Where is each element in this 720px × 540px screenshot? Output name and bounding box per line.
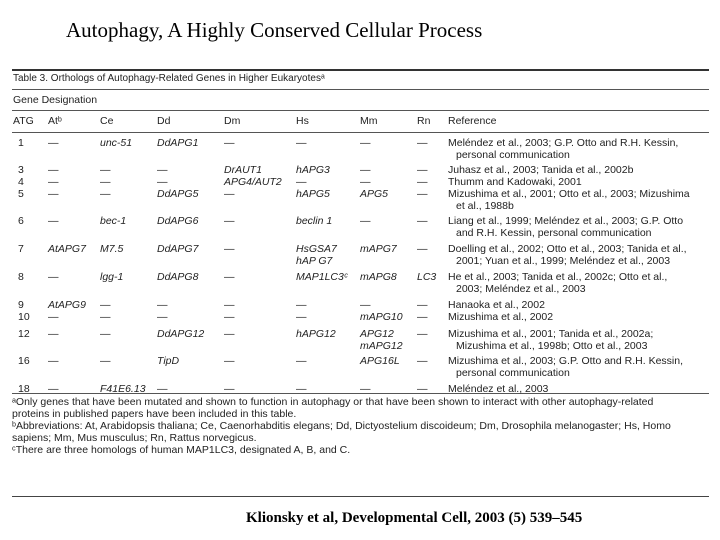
cell-atg: 1 <box>18 137 24 149</box>
cell-ce: — <box>100 188 111 200</box>
reference-line: 2001; Yuan et al., 1999; Meléndez et al., 2003 <box>456 255 671 267</box>
cell-ce: — <box>100 299 111 311</box>
cell-hs: — <box>296 137 307 149</box>
cell-reference <box>448 137 678 161</box>
column-header-row <box>12 111 709 132</box>
cell-at: — <box>48 271 59 283</box>
cell-mm: — <box>360 215 371 227</box>
cell-reference <box>448 188 690 212</box>
cell-rn: — <box>417 188 428 200</box>
cell-hs-secondary: hAP G7 <box>296 255 333 267</box>
orthologs-table <box>12 69 709 456</box>
cell-mm: — <box>360 176 371 188</box>
cell-hs: — <box>296 383 307 395</box>
cell-at: — <box>48 188 59 200</box>
cell-at: AtAPG7 <box>48 243 86 255</box>
column-header-at: Atᵇ <box>48 115 62 127</box>
cell-at: — <box>48 164 59 176</box>
cell-rn: — <box>417 164 428 176</box>
cell-mm: APG12 <box>360 328 394 340</box>
footnote-line: ᵇAbbreviations: At, Arabidopsis thaliana; Ce, Caenorhabditis elegans; Dd, Dictyostelium discoideum; Dm, Drosophila melanogaster; Hs, Homo <box>12 420 671 432</box>
cell-mm: — <box>360 383 371 395</box>
footnote-line: sapiens; Mm, Mus musculus; Rn, Rattus norvegicus. <box>12 432 257 444</box>
cell-ce: lgg-1 <box>100 271 124 283</box>
cell-at: AtAPG9 <box>48 299 86 311</box>
cell-ce: — <box>100 328 111 340</box>
cell-reference <box>448 243 687 267</box>
cell-dm: — <box>224 215 235 227</box>
cell-rn: — <box>417 328 428 340</box>
cell-atg: 16 <box>18 355 30 367</box>
cell-rn: — <box>417 299 428 311</box>
cell-rn: — <box>417 215 428 227</box>
cell-dd: — <box>157 299 168 311</box>
reference-line: Mizushima et al., 2002 <box>448 311 554 323</box>
reference-line: Mizushima et al., 2003; G.P. Otto and R.H. Kessin, <box>448 355 683 367</box>
cell-atg: 6 <box>18 215 24 227</box>
slide-title: Autophagy, A Highly Conserved Cellular Process <box>66 18 483 42</box>
cell-atg: 10 <box>18 311 30 323</box>
reference-line: Doelling et al., 2002; Otto et al., 2003; Tanida et al., <box>448 243 687 255</box>
reference-line: Thumm and Kadowaki, 2001 <box>448 176 582 188</box>
footnote-line: ᵃOnly genes that have been mutated and shown to function in autophagy or that have been shown to interact with other autophagy-related <box>12 396 654 408</box>
cell-dd: DdAPG12 <box>157 328 205 340</box>
cell-dm: — <box>224 299 235 311</box>
cell-hs: HsGSA7 <box>296 243 337 255</box>
reference-line: Mizushima et al., 2001; Tanida et al., 2002a; <box>448 328 654 340</box>
cell-atg: 8 <box>18 271 24 283</box>
reference-line: Liang et al., 1999; Meléndez et al., 2003; G.P. Otto <box>448 215 684 227</box>
cell-ce: — <box>100 311 111 323</box>
cell-hs: hAPG5 <box>296 188 330 200</box>
cell-mm: mAPG8 <box>360 271 397 283</box>
cell-rn: — <box>417 383 428 395</box>
cell-atg: 12 <box>18 328 30 340</box>
cell-mm: mAPG10 <box>360 311 403 323</box>
cell-ce: M7.5 <box>100 243 124 255</box>
column-header-dd: Dd <box>157 115 171 127</box>
cell-mm: APG16L <box>360 355 400 367</box>
cell-reference <box>448 176 582 188</box>
cell-at: — <box>48 311 59 323</box>
cell-at: — <box>48 383 59 395</box>
column-header-hs: Hs <box>296 115 309 127</box>
column-header-ce: Ce <box>100 115 114 127</box>
cell-mm: — <box>360 299 371 311</box>
cell-atg: 7 <box>18 243 24 255</box>
cell-dm: — <box>224 328 235 340</box>
cell-atg: 4 <box>18 176 24 188</box>
column-header-atg: ATG <box>13 115 34 127</box>
table-footnotes <box>12 394 709 456</box>
cell-mm: mAPG7 <box>360 243 397 255</box>
cell-rn: — <box>417 311 428 323</box>
cell-rn: — <box>417 137 428 149</box>
cell-dm: DrAUT1 <box>224 164 262 176</box>
reference-line: Hanaoka et al., 2002 <box>448 299 545 311</box>
reference-line: Mizushima et al., 2001; Otto et al., 2003; Mizushima <box>448 188 690 200</box>
cell-dd: DdAPG8 <box>157 271 199 283</box>
cell-rn: — <box>417 243 428 255</box>
cell-hs: — <box>296 299 307 311</box>
cell-reference <box>448 328 653 352</box>
cell-mm: — <box>360 137 371 149</box>
cell-hs: — <box>296 355 307 367</box>
cell-reference <box>448 311 553 323</box>
cell-dd: DdAPG7 <box>157 243 199 255</box>
cell-dm: — <box>224 271 235 283</box>
reference-line: Juhasz et al., 2003; Tanida et al., 2002b <box>448 164 634 176</box>
cell-rn: — <box>417 176 428 188</box>
column-header-reference: Reference <box>448 115 497 127</box>
cell-at: — <box>48 215 59 227</box>
gene-designation-heading: Gene Designation <box>13 94 98 106</box>
reference-line: He et al., 2003; Tanida et al., 2002c; Otto et al., <box>448 271 668 283</box>
cell-reference <box>448 383 548 395</box>
reference-line: Meléndez et al., 2003; G.P. Otto and R.H. Kessin, <box>448 137 679 149</box>
cell-mm: — <box>360 164 371 176</box>
column-header-mm: Mm <box>360 115 378 127</box>
cell-reference <box>448 271 667 295</box>
cell-dd: — <box>157 311 168 323</box>
footnote-line: ᶜThere are three homologs of human MAP1LC3, designated A, B, and C. <box>12 444 351 456</box>
cell-ce: — <box>100 355 111 367</box>
cell-rn: LC3 <box>417 271 437 283</box>
reference-line: Mizushima et al., 1998b; Otto et al., 2003 <box>456 340 648 352</box>
cell-dm: — <box>224 137 235 149</box>
cell-at: — <box>48 176 59 188</box>
reference-line: personal communication <box>456 367 570 379</box>
cell-dm: — <box>224 355 235 367</box>
cell-ce: bec-1 <box>100 215 127 227</box>
table-caption: Table 3. Orthologs of Autophagy-Related Genes in Higher Eukaryotesᵃ <box>13 73 325 84</box>
footnote-line: proteins in published papers have been included in this table. <box>12 408 297 420</box>
cell-dm: — <box>224 311 235 323</box>
cell-dd: DdAPG6 <box>157 215 199 227</box>
column-header-rn: Rn <box>417 115 431 127</box>
cell-atg: 3 <box>18 164 24 176</box>
cell-dd: — <box>157 176 168 188</box>
cell-atg: 18 <box>18 383 30 395</box>
cell-ce: F41E6.13 <box>100 383 146 395</box>
cell-hs: beclin 1 <box>296 215 333 227</box>
cell-reference <box>448 299 545 311</box>
table-body <box>12 133 709 393</box>
cell-dd: — <box>157 164 168 176</box>
cell-dm: — <box>224 188 235 200</box>
cell-hs: — <box>296 176 307 188</box>
cell-dm: APG4/AUT2 <box>224 176 282 188</box>
cell-dd: DdAPG5 <box>157 188 199 200</box>
reference-line: Meléndez et al., 2003 <box>448 383 549 395</box>
citation: Klionsky et al, Developmental Cell, 2003 (5) 539–545 <box>246 510 583 526</box>
cell-dd: DdAPG1 <box>157 137 199 149</box>
reference-line: 2003; Meléndez et al., 2003 <box>456 283 586 295</box>
cell-ce: — <box>100 176 111 188</box>
cell-atg: 5 <box>18 188 24 200</box>
cell-rn: — <box>417 355 428 367</box>
cell-dd: — <box>157 383 168 395</box>
cell-atg: 9 <box>18 299 24 311</box>
reference-line: et al., 1988b <box>456 200 514 212</box>
cell-dm: — <box>224 383 235 395</box>
reference-line: personal communication <box>456 149 570 161</box>
cell-reference <box>448 355 683 379</box>
cell-dm: — <box>224 243 235 255</box>
cell-mm: APG5 <box>360 188 389 200</box>
cell-hs: — <box>296 311 307 323</box>
column-header-dm: Dm <box>224 115 241 127</box>
cell-mm-secondary: mAPG12 <box>360 340 403 352</box>
cell-dd: TipD <box>157 355 180 367</box>
slide-bottom-rule <box>12 496 709 497</box>
cell-hs: hAPG12 <box>296 328 336 340</box>
cell-at: — <box>48 328 59 340</box>
cell-hs: MAP1LC3ᶜ <box>296 271 348 283</box>
cell-ce: unc-51 <box>100 137 133 149</box>
cell-reference <box>448 164 633 176</box>
cell-at: — <box>48 355 59 367</box>
cell-ce: — <box>100 164 111 176</box>
cell-hs: hAPG3 <box>296 164 330 176</box>
cell-reference <box>448 215 683 239</box>
reference-line: and R.H. Kessin, personal communication <box>456 227 652 239</box>
cell-at: — <box>48 137 59 149</box>
